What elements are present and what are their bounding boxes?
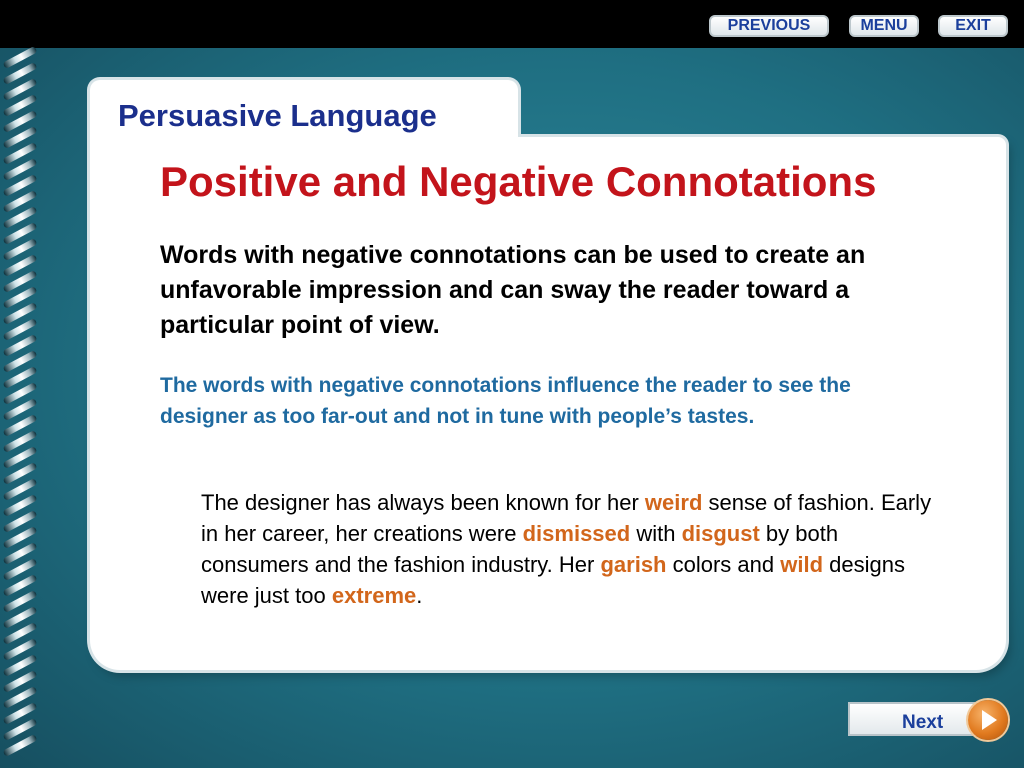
exit-button[interactable]: EXIT [938, 15, 1008, 37]
next-button-box[interactable] [848, 702, 988, 736]
keyword-wild: wild [780, 552, 824, 577]
example-text: sense of fashion. Early in her career, her creations were [201, 490, 932, 546]
next-label[interactable]: Next [902, 712, 944, 733]
next-button[interactable] [848, 700, 1010, 740]
slide-section-title: Persuasive Language [118, 98, 437, 133]
example-text: . [416, 583, 423, 608]
example-text: The designer has always been known for her [201, 490, 645, 515]
menu-button[interactable]: MENU [849, 15, 919, 37]
keyword-garish: garish [600, 552, 667, 577]
example-text: by both consumers and the fashion industry. Her [201, 521, 839, 577]
previous-button[interactable]: PREVIOUS [709, 15, 829, 37]
keyword-weird: weird [644, 490, 703, 515]
keyword-disgust: disgust [681, 521, 760, 546]
example-text: with [630, 521, 682, 546]
example-paragraph [201, 487, 941, 611]
explanation-text: The words with negative connotations influence the reader to see the designer as too far-out and not in tune with people’s tastes. [160, 374, 851, 428]
top-nav-bar [0, 0, 1024, 48]
intro-text: Words with negative connotations can be used to create an unfavorable impression and can sway the reader toward a particular point of view. [160, 241, 866, 339]
example-text: designs were just too [201, 552, 905, 608]
keyword-extreme: extreme [331, 583, 417, 608]
keyword-dismissed: dismissed [522, 521, 631, 546]
slide-heading: Positive and Negative Connotations [160, 158, 877, 205]
play-arrow-icon[interactable] [968, 700, 1008, 740]
spiral-binding [0, 50, 40, 768]
example-text: colors and [666, 552, 781, 577]
